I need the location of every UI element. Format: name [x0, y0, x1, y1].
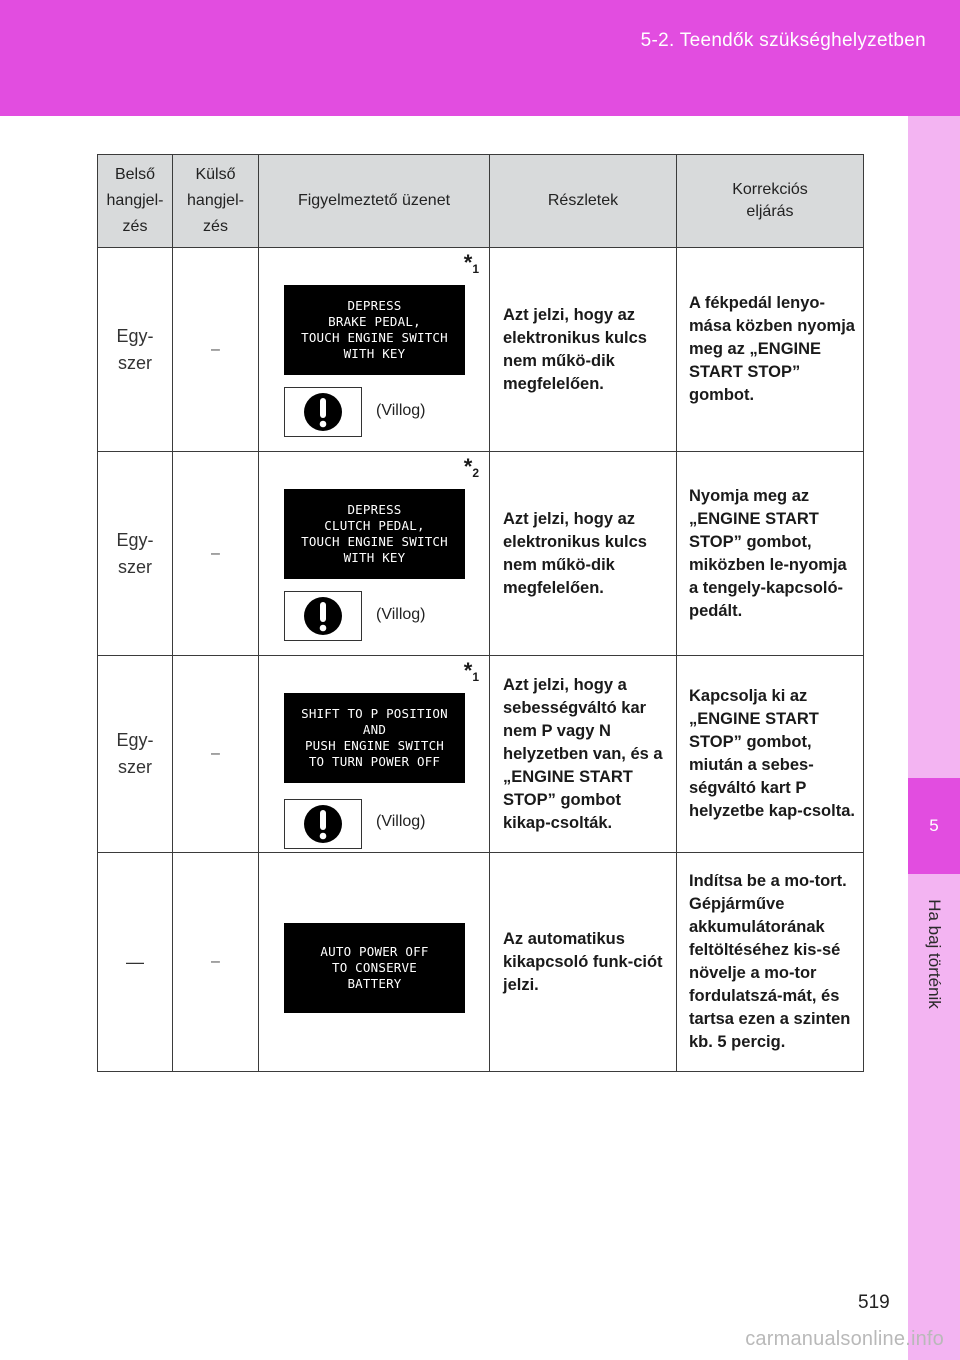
table-header-row: [98, 155, 864, 248]
internal-sound-cell: Egy- szer: [98, 656, 173, 853]
chapter-title: Ha baj történik: [925, 899, 944, 1009]
watermark: carmanualsonline.info: [745, 1328, 944, 1350]
footnote-marker: $*_1$: [463, 658, 479, 684]
external-sound-cell: –: [173, 248, 259, 452]
header-external-sound: Külső hangjel- zés: [173, 155, 259, 248]
message-cell: [259, 452, 490, 656]
details-cell: Azt jelzi, hogy az elektronikus kulcs nem műkö-dik megfelelően.: [490, 248, 677, 452]
blink-label: (Villog): [376, 813, 426, 830]
display-message: DEPRESS CLUTCH PEDAL, TOUCH ENGINE SWITCH WITH KEY: [284, 489, 465, 579]
display-message: DEPRESS BRAKE PEDAL, TOUCH ENGINE SWITCH WITH KEY: [284, 285, 465, 375]
correction-cell: Nyomja meg az „ENGINE START STOP” gombot, miközben le-nyomja a tengely-kapcsoló-pedált.: [677, 452, 864, 656]
header-message: Figyelmeztető üzenet: [259, 155, 490, 248]
message-cell: [259, 656, 490, 853]
correction-cell: Kapcsolja ki az „ENGINE START STOP” gombot, miután a sebes-ségváltó kart P helyzetbe kap-csolta.: [677, 656, 864, 853]
blink-label: (Villog): [376, 402, 426, 419]
warning-exclamation-icon: [284, 591, 362, 641]
header-band: [0, 0, 960, 116]
page-number: 519: [858, 1292, 890, 1313]
internal-sound-cell: Egy- szer: [98, 452, 173, 656]
details-cell: Azt jelzi, hogy a sebességváltó kar nem P vagy N helyzetben van, és a „ENGINE START STOP” gombot kikap-csolták.: [490, 656, 677, 853]
internal-sound-cell: —: [98, 853, 173, 1072]
details-cell: Az automatikus kikapcsoló funk-ciót jelzi.: [490, 853, 677, 1072]
header-details: Részletek: [490, 155, 677, 248]
warning-message-table: [97, 154, 864, 1072]
chapter-number-tab: 5: [908, 778, 960, 874]
table-row: [98, 248, 864, 452]
table-row: [98, 656, 864, 853]
header-internal-sound: Belső hangjel- zés: [98, 155, 173, 248]
correction-cell: A fékpedál lenyo-mása közben nyomja meg az „ENGINE START STOP” gombot.: [677, 248, 864, 452]
internal-sound-cell: Egy- szer: [98, 248, 173, 452]
table-row: [98, 853, 864, 1072]
footnote-marker: $*_1$: [463, 250, 479, 276]
external-sound-cell: –: [173, 853, 259, 1072]
details-cell: Azt jelzi, hogy az elektronikus kulcs nem műkö-dik megfelelően.: [490, 452, 677, 656]
chapter-title-tab: [908, 874, 960, 1034]
display-message: AUTO POWER OFF TO CONSERVE BATTERY: [284, 923, 465, 1013]
external-sound-cell: –: [173, 452, 259, 656]
correction-cell: Indítsa be a mo-tort. Gépjárműve akkumulátorának feltöltéséhez kis-sé növelje a mo-tor fordulatszá-mát, és tartsa ezen a szinten kb. 5 percig.: [677, 853, 864, 1072]
header-correction: Korrekciós eljárás: [677, 155, 864, 248]
table-row: [98, 452, 864, 656]
message-cell: [259, 248, 490, 452]
display-message: SHIFT TO P POSITION AND PUSH ENGINE SWITCH TO TURN POWER OFF: [284, 693, 465, 783]
blink-label: (Villog): [376, 606, 426, 623]
warning-exclamation-icon: [284, 799, 362, 849]
footnote-marker: $*_2$: [463, 454, 479, 480]
external-sound-cell: –: [173, 656, 259, 853]
warning-exclamation-icon: [284, 387, 362, 437]
side-tab-upper: [908, 116, 960, 778]
section-title: 5-2. Teendők szükséghelyzetben: [640, 30, 926, 51]
message-cell: [259, 853, 490, 1072]
